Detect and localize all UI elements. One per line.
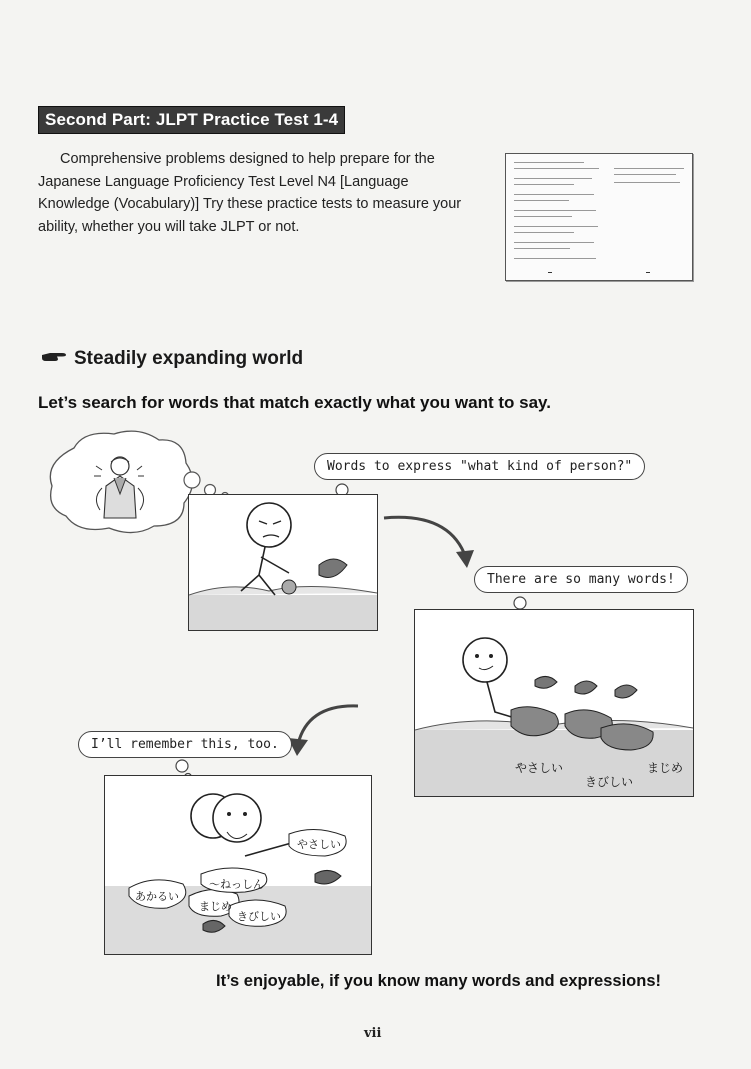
practice-test-thumbnail: [505, 153, 693, 281]
speech-bubble-2: There are so many words!: [474, 566, 688, 593]
section-heading: [40, 348, 303, 370]
heading-text: Steadily expanding world: [74, 348, 304, 369]
panel-3-art: [105, 776, 371, 954]
panel-3-word-4: まじめ: [199, 900, 232, 913]
comic-panel-3: [104, 775, 372, 955]
speech-bubble-1: Words to express "what kind of person?": [314, 453, 645, 480]
panel-2-word-2: きびしい: [585, 775, 634, 789]
comic-panel-1: [188, 494, 378, 631]
flow-arrow-1: [380, 512, 480, 572]
panel-2-art: [415, 610, 693, 796]
panel-2-word-3: まじめ: [647, 761, 684, 775]
closing-line: It’s enjoyable, if you know many words and expressions!: [216, 972, 662, 990]
panel-2-word-1: やさしい: [515, 761, 564, 775]
panel-3-word-3: あかるい: [135, 890, 179, 903]
subheading: Let’s search for words that match exactly what you want to say.: [38, 393, 551, 412]
comic-panel-2: [414, 609, 694, 797]
panel-1-art: [189, 495, 377, 630]
panel-3-word-5: きびしい: [237, 910, 281, 923]
page-number: vii: [364, 1026, 382, 1041]
flow-arrow-2: [284, 700, 364, 760]
bleed-through: [420, 96, 427, 127]
panel-3-word-1: やさしい: [297, 838, 341, 851]
panel-3-word-2: ～ねっしん: [209, 878, 264, 891]
pointing-hand-icon: [40, 348, 68, 370]
intro-paragraph: Comprehensive problems designed to help prepare for the Japanese Language Proficiency Test Level N4 [Language Knowledge (Vocabulary)] Try these practice tests to measure your ability, whether you will take JLPT or not.: [38, 151, 462, 235]
section-banner: Second Part: JLPT Practice Test 1-4: [38, 106, 345, 134]
speech-bubble-3: I’ll remember this, too.: [78, 731, 292, 758]
